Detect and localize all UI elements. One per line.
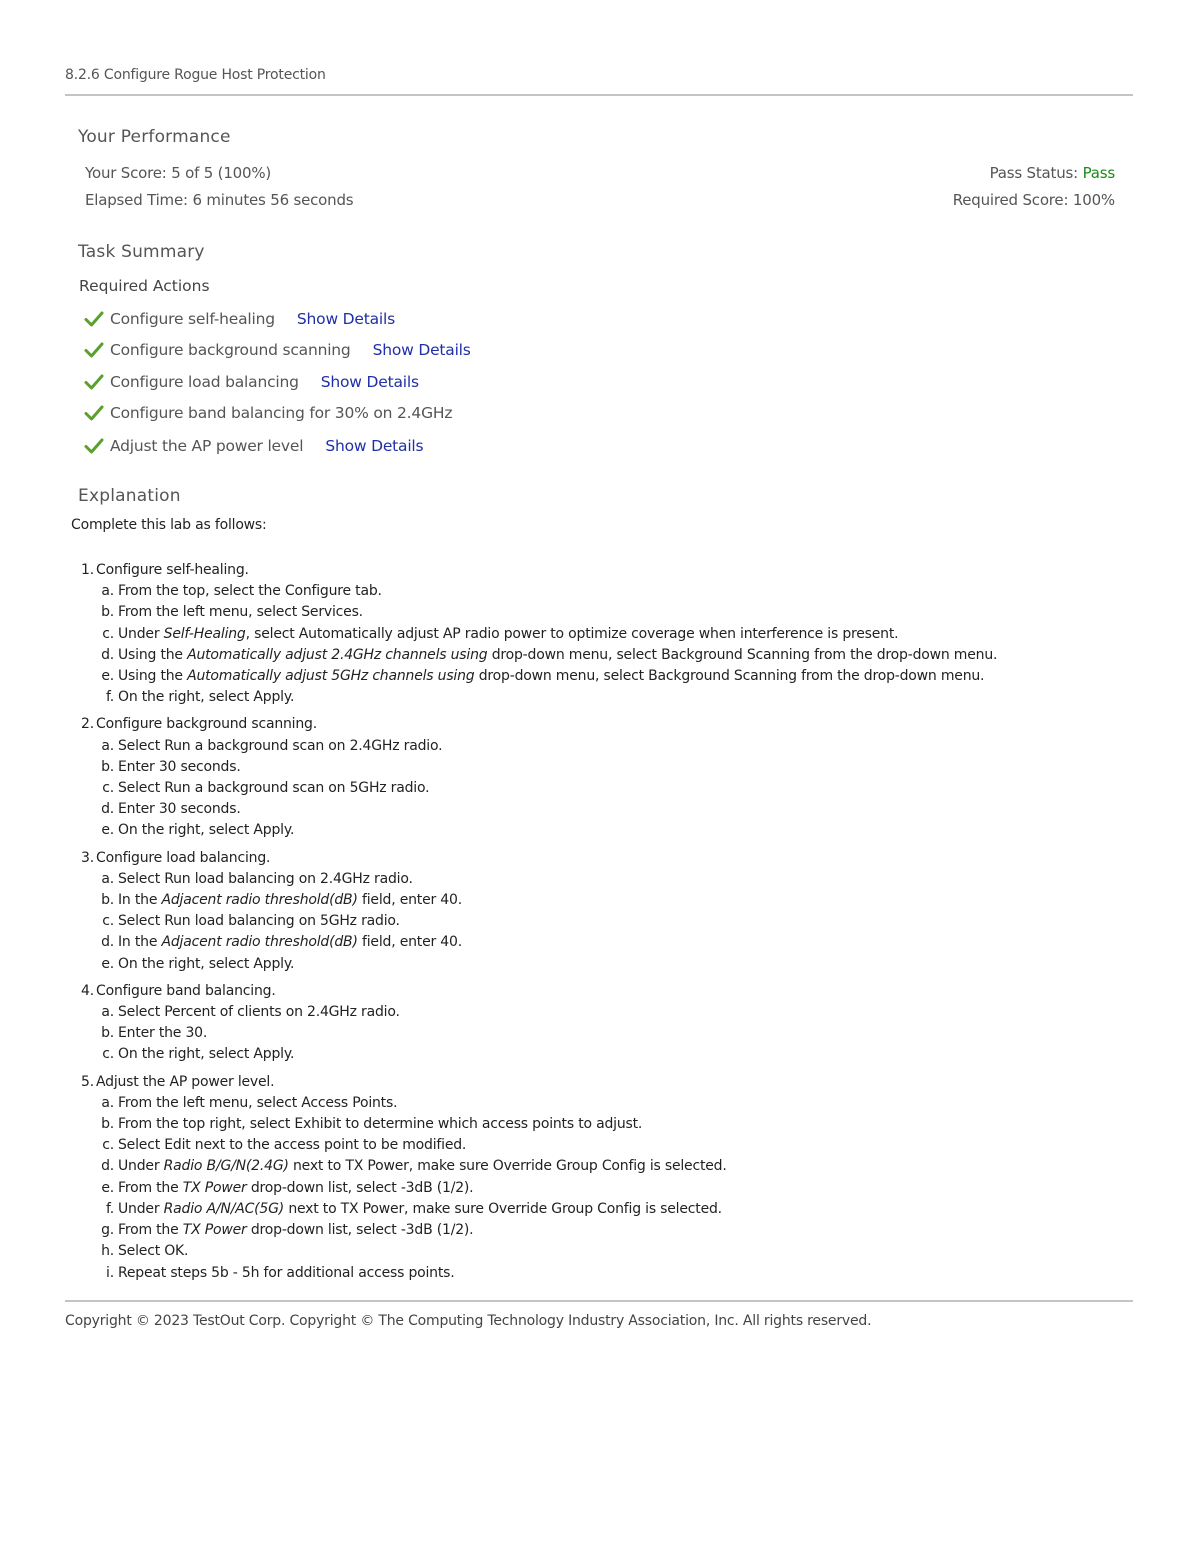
elapsed-label: Elapsed Time: [85, 191, 188, 209]
sub-step-letter: a. [101, 737, 114, 754]
sub-step-text: From the [118, 1222, 183, 1239]
show-details-link[interactable]: Show Details [296, 310, 395, 328]
sub-step-text: , select Automatically adjust AP radio power to optimize coverage when interference is present. [245, 625, 899, 642]
performance-heading: Your Performance [78, 127, 231, 147]
score-line [85, 164, 271, 182]
sub-step [76, 1199, 1176, 1220]
sub-step-text: Enter 30 seconds. [118, 758, 241, 775]
sub-step-letter: b. [101, 1116, 114, 1133]
sub-step [76, 869, 1176, 890]
step-title-text: Configure load balancing. [96, 849, 271, 866]
show-details-link[interactable]: Show Details [325, 437, 424, 455]
step-number: 4. [81, 982, 94, 999]
elapsed-value: 6 minutes 56 seconds [192, 191, 354, 209]
sub-step-letter: d. [101, 646, 114, 663]
bottom-divider [65, 1300, 1133, 1302]
step-item [76, 1072, 1176, 1284]
step-title-text: Adjust the AP power level. [96, 1073, 275, 1090]
elapsed-line [85, 191, 353, 209]
sub-step-letter: f. [106, 689, 114, 706]
step-number: 3. [81, 849, 94, 866]
sub-step-letter: e. [101, 822, 114, 839]
required-score-line [953, 191, 1115, 209]
task-label: Configure background scanning [110, 341, 351, 359]
sub-step [76, 1044, 1176, 1065]
task-label: Adjust the AP power level [110, 437, 304, 455]
sub-step-text: Enter the 30. [118, 1025, 208, 1042]
task-label: Configure self-healing [110, 310, 275, 328]
step-item [76, 981, 1176, 1066]
sub-step-letter: d. [101, 1158, 114, 1175]
explanation-heading: Explanation [78, 486, 181, 506]
sub-step [76, 602, 1176, 623]
sub-step [76, 666, 1176, 687]
check-icon [84, 373, 104, 391]
step-number: 5. [81, 1073, 94, 1090]
sub-step [76, 890, 1176, 911]
sub-step-text: On the right, select Apply. [118, 955, 295, 972]
sub-step-text: field, enter 40. [357, 892, 462, 909]
sub-step-text: drop-down list, select -3dB (1/2). [246, 1179, 474, 1196]
sub-step [76, 778, 1176, 799]
sub-step [76, 687, 1176, 708]
sub-step [76, 736, 1176, 757]
task-item [84, 435, 423, 457]
sub-step-text: From the top, select the Configure tab. [118, 583, 382, 600]
sub-step-text: Repeat steps 5b - 5h for additional access points. [118, 1264, 455, 1281]
step-item [76, 560, 1176, 708]
sub-step-text: From the [118, 1179, 183, 1196]
ui-term: Automatically adjust 5GHz channels using [187, 668, 475, 685]
sub-step-letter: d. [101, 801, 114, 818]
document-title: 8.2.6 Configure Rogue Host Protection [65, 67, 326, 83]
sub-step-letter: c. [102, 1137, 114, 1154]
sub-step [76, 645, 1176, 666]
steps-list [76, 560, 1176, 1290]
step-title [76, 848, 1176, 869]
sub-step [76, 581, 1176, 602]
sub-step-text: Select Edit next to the access point to be modified. [118, 1137, 467, 1154]
sub-step-letter: a. [101, 1094, 114, 1111]
sub-step-text: Enter 30 seconds. [118, 801, 241, 818]
sub-step-text: Select Run load balancing on 5GHz radio. [118, 913, 400, 930]
sub-step-letter: a. [101, 870, 114, 887]
sub-step [76, 1114, 1176, 1135]
step-title [76, 560, 1176, 581]
sub-step-letter: b. [101, 604, 114, 621]
sub-step-text: Select Percent of clients on 2.4GHz radio. [118, 1004, 400, 1021]
step-title [76, 981, 1176, 1002]
task-item [84, 308, 395, 330]
check-icon [84, 310, 104, 328]
sub-step-text: On the right, select Apply. [118, 1046, 295, 1063]
sub-step-letter: c. [102, 1046, 114, 1063]
sub-step [76, 1263, 1176, 1284]
sub-step-letter: c. [102, 780, 114, 797]
show-details-link[interactable]: Show Details [372, 341, 471, 359]
task-summary-heading: Task Summary [78, 242, 205, 262]
sub-step [76, 1156, 1176, 1177]
ui-term: Automatically adjust 2.4GHz channels using [187, 646, 488, 663]
step-item [76, 714, 1176, 841]
sub-step-text: From the left menu, select Services. [118, 604, 363, 621]
ui-term: Radio A/N/AC(5G) [163, 1200, 285, 1217]
sub-step-text: On the right, select Apply. [118, 822, 295, 839]
required-score-label: Required Score: [952, 191, 1069, 209]
score-label: Your Score: [85, 164, 167, 182]
sub-step [76, 820, 1176, 841]
sub-step-text: Under [118, 1200, 164, 1217]
sub-step-letter: g. [101, 1222, 114, 1239]
top-divider [65, 94, 1133, 96]
ui-term: Adjacent radio threshold(dB) [161, 934, 358, 951]
sub-step-letter: e. [101, 668, 114, 685]
sub-step [76, 932, 1176, 953]
sub-step-letter: e. [101, 955, 114, 972]
sub-step-letter: b. [101, 758, 114, 775]
score-value: 5 of 5 (100%) [171, 164, 272, 182]
step-title-text: Configure background scanning. [96, 716, 317, 733]
sub-step-text: From the top right, select Exhibit to determine which access points to adjust. [118, 1116, 643, 1133]
sub-step-text: field, enter 40. [357, 934, 462, 951]
required-score-value: 100% [1072, 191, 1115, 209]
check-icon [84, 341, 104, 359]
sub-step [76, 911, 1176, 932]
ui-term: TX Power [182, 1179, 247, 1196]
pass-status-label: Pass Status: [989, 164, 1079, 182]
task-label: Configure load balancing [110, 373, 299, 391]
sub-step-letter: e. [101, 1179, 114, 1196]
step-title-text: Configure band balancing. [96, 982, 276, 999]
sub-step [76, 1135, 1176, 1156]
check-icon [84, 437, 104, 455]
show-details-link[interactable]: Show Details [320, 373, 419, 391]
sub-step-letter: a. [101, 1004, 114, 1021]
sub-step-letter: c. [102, 625, 114, 642]
sub-step-letter: c. [102, 913, 114, 930]
sub-step-text: In the [118, 934, 162, 951]
required-actions-heading: Required Actions [79, 277, 210, 295]
sub-step-text: Using the [118, 668, 188, 685]
sub-step-text: next to TX Power, make sure Override Group Config is selected. [284, 1200, 722, 1217]
sub-step-text: Select Run a background scan on 2.4GHz radio. [118, 737, 443, 754]
step-number: 2. [81, 716, 94, 733]
pass-status-line [990, 164, 1115, 182]
ui-term: Radio B/G/N(2.4G) [163, 1158, 289, 1175]
sub-step [76, 1241, 1176, 1262]
sub-step [76, 1220, 1176, 1241]
sub-step-text: drop-down menu, select Background Scanning from the drop-down menu. [487, 646, 998, 663]
sub-step [76, 1178, 1176, 1199]
sub-step-text: Under [118, 625, 164, 642]
sub-step [76, 624, 1176, 645]
sub-step-text: Select Run load balancing on 2.4GHz radio. [118, 870, 413, 887]
step-item [76, 848, 1176, 975]
task-item [84, 339, 471, 361]
step-number: 1. [81, 562, 94, 578]
sub-step-letter: f. [106, 1200, 114, 1217]
task-item [84, 371, 419, 393]
sub-step-text: On the right, select Apply. [118, 689, 295, 706]
step-title-text: Configure self-healing. [96, 562, 249, 578]
step-title [76, 1072, 1176, 1093]
sub-step-text: drop-down list, select -3dB (1/2). [246, 1222, 474, 1239]
sub-step-letter: a. [101, 583, 114, 600]
sub-step-text: Under [118, 1158, 164, 1175]
sub-step-text: drop-down menu, select Background Scanning from the drop-down menu. [474, 668, 985, 685]
sub-step-letter: d. [101, 934, 114, 951]
sub-step-letter: b. [101, 1025, 114, 1042]
sub-step [76, 1093, 1176, 1114]
sub-step-text: Select Run a background scan on 5GHz radio. [118, 780, 430, 797]
sub-step-text: From the left menu, select Access Points. [118, 1094, 398, 1111]
sub-step-letter: h. [101, 1243, 114, 1260]
task-item [84, 402, 452, 424]
sub-step [76, 954, 1176, 975]
task-label: Configure band balancing for 30% on 2.4GHz [110, 404, 453, 422]
sub-step-text: In the [118, 892, 162, 909]
sub-step-letter: b. [101, 892, 114, 909]
sub-step [76, 1023, 1176, 1044]
sub-step-letter: i. [106, 1264, 114, 1281]
ui-term: TX Power [182, 1222, 247, 1239]
pass-status-value: Pass [1082, 164, 1115, 182]
sub-step-text: next to TX Power, make sure Override Group Config is selected. [288, 1158, 727, 1175]
sub-step [76, 1002, 1176, 1023]
step-title [76, 714, 1176, 735]
sub-step [76, 757, 1176, 778]
ui-term: Adjacent radio threshold(dB) [161, 892, 358, 909]
check-icon [84, 404, 104, 422]
explanation-intro: Complete this lab as follows: [71, 517, 267, 533]
sub-step [76, 799, 1176, 820]
sub-step-text: Select OK. [118, 1243, 189, 1260]
copyright-text: Copyright © 2023 TestOut Corp. Copyright © The Computing Technology Industry Association, Inc. All rights reserved. [65, 1313, 872, 1329]
sub-step-text: Using the [118, 646, 188, 663]
ui-term: Self-Healing [163, 625, 246, 642]
